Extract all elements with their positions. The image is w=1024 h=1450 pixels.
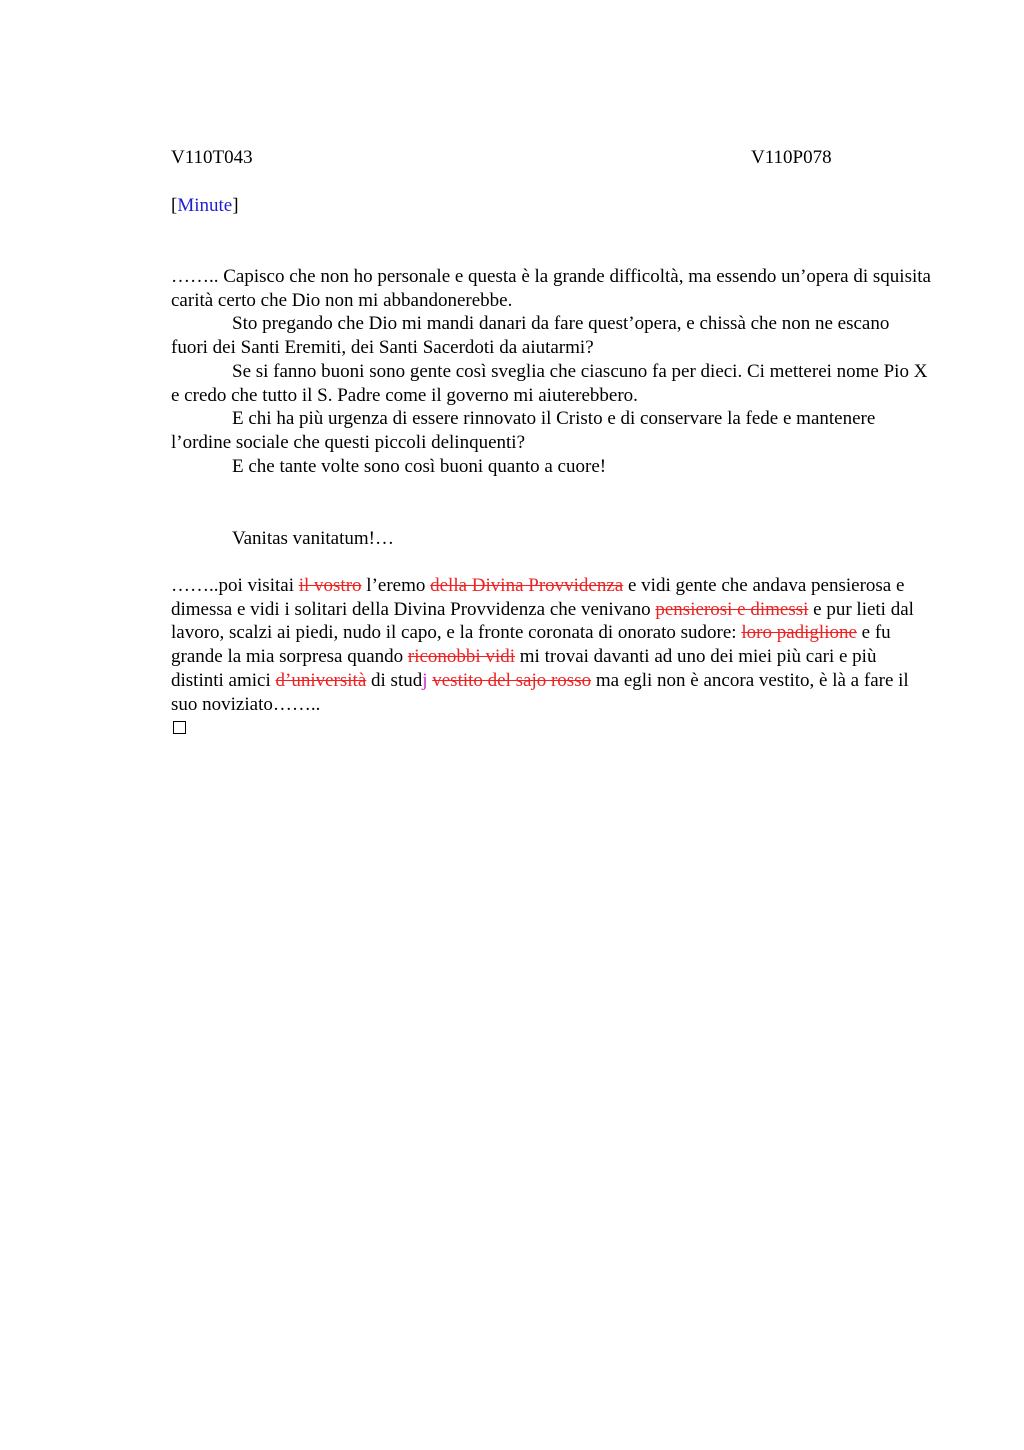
- minute-label: [171, 194, 239, 217]
- inserted-text: j: [422, 669, 428, 691]
- deleted-text: d’università: [275, 669, 367, 691]
- deleted-text: della Divina Provvidenza: [430, 575, 624, 596]
- text-run: di stud: [366, 669, 423, 691]
- deleted-text: riconobbi vidi: [407, 646, 516, 668]
- minute-word: Minute: [177, 195, 233, 216]
- deleted-text: loro padiglione: [741, 622, 857, 644]
- paragraph-4: E chi ha più urgenza di essere rinnovato il Cristo e di conservare la fede e mantenere l’ordine sociale che questi piccoli delinquenti?: [171, 408, 876, 453]
- paragraph-5: E che tante volte sono così buoni quanto a cuore!: [232, 455, 607, 477]
- text-run: e pur lieti dal lavoro, scalzi ai piedi, nudo il capo, e la fronte coronata di onorato sudore:: [171, 598, 914, 644]
- letter-body-second: [171, 574, 931, 716]
- document-code-left: V110T043: [171, 147, 253, 168]
- deleted-text: vestito del sajo rosso: [432, 669, 592, 691]
- document-code-right: V110P078: [751, 147, 832, 168]
- paragraph-3: Se si fanno buoni sono gente così sveglia che ciascuno fa per dieci. Ci metterei nome Pio X e credo che tutto il S. Padre come il governo mi aiuterebbero.: [171, 360, 928, 406]
- text-run: e fu grande la mia sorpresa quando: [171, 622, 891, 668]
- letter-body-first: [171, 265, 931, 478]
- deleted-text: il vostro: [298, 575, 362, 596]
- close-bracket: ]: [232, 195, 239, 216]
- end-marker-box-icon: [173, 721, 186, 734]
- final-paragraph: [171, 574, 931, 716]
- text-run: ma egli non è ancora vestito, è là a fare il suo noviziato……..: [171, 669, 909, 715]
- vanitas-line: Vanitas vanitatum!…: [232, 528, 394, 549]
- text-run: mi trovai davanti ad uno dei miei più cari e più distinti amici: [171, 646, 877, 691]
- open-bracket: [: [171, 195, 178, 216]
- paragraph-1: …….. Capisco che non ho personale e questa è la grande difficoltà, ma essendo un’opera di squisita carità certo che Dio non mi abbandonerebbe.: [171, 266, 931, 311]
- deleted-text: pensierosi e dimessi: [655, 598, 809, 620]
- paragraph-2: Sto pregando che Dio mi mandi danari da fare quest’opera, e chissà che non ne escano fuori dei Santi Eremiti, dei Santi Sacerdoti da aiutarmi?: [171, 313, 890, 359]
- text-run: e vidi gente che andava pensierosa e dimessa e vidi i solitari della Divina Provvidenza che venivano: [171, 575, 905, 620]
- text-run: l’eremo: [361, 575, 431, 596]
- text-run: ……..poi visitai: [171, 575, 299, 596]
